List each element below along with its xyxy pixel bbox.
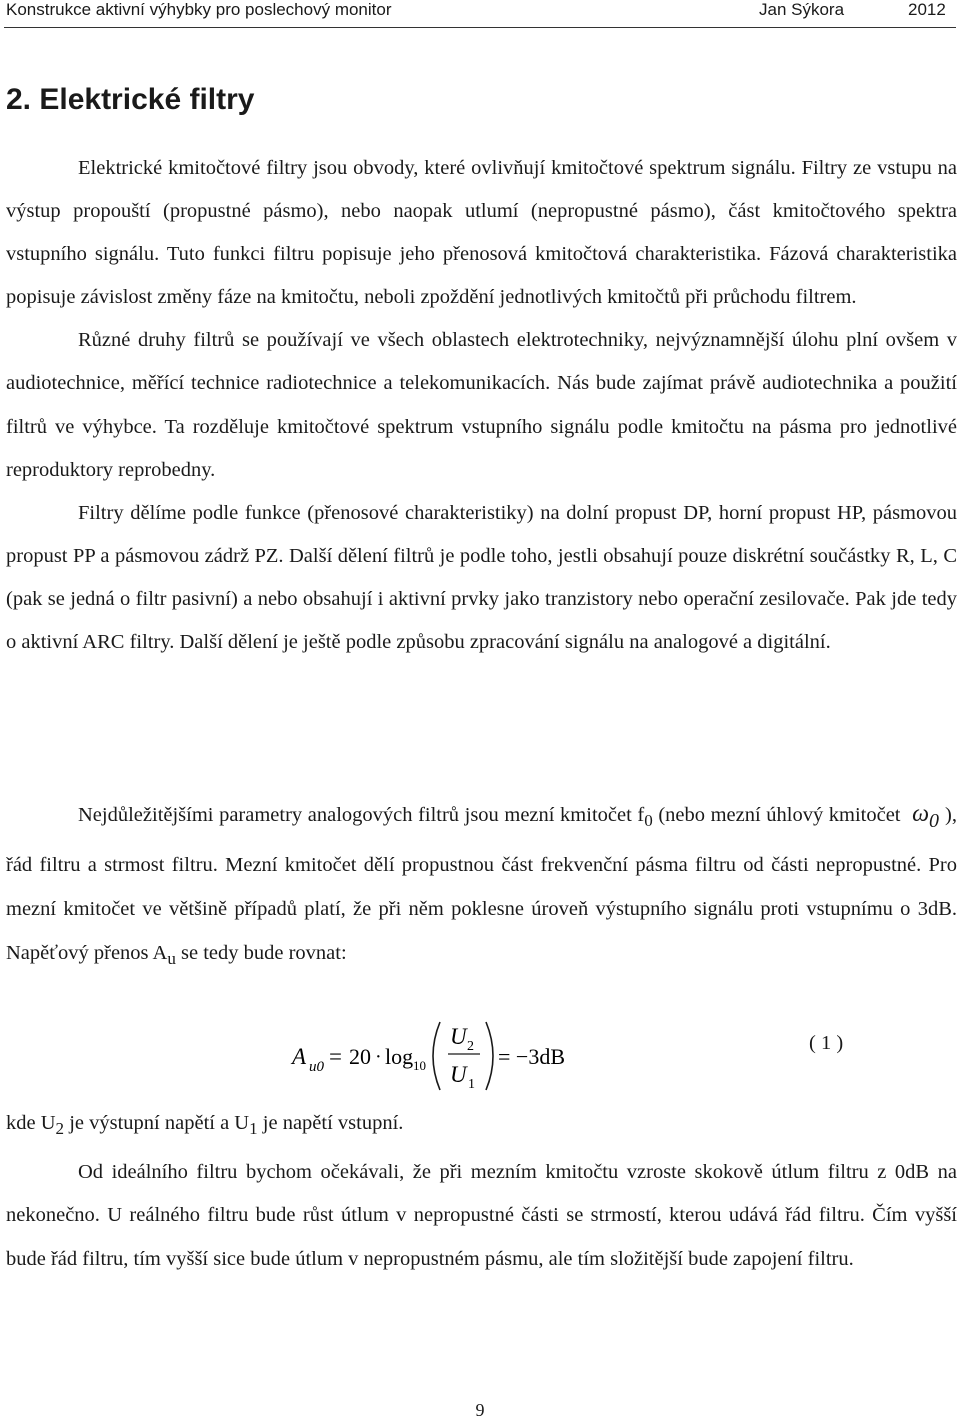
eq-log-base: 10 — [413, 1058, 426, 1073]
eq-A: A — [292, 1044, 307, 1069]
text-block-3 — [6, 1102, 957, 1281]
eq-numerator: U — [450, 1024, 467, 1049]
omega-symbol: $\omega_0$ — [912, 801, 940, 832]
eq-equals: = — [329, 1044, 342, 1069]
equation-1 — [0, 1016, 960, 1096]
paragraph-6: Od ideálního filtru bychom očekávali, že při mezním kmitočtu vzroste skokově útlum filtru z 0dB na nekonečno. U reálného filtru bude růst útlum v nepropustné části se strmostí, kterou udává řád filtru. Čím vyšší bude řád filtru, tím vyšší sice bude útlum v nepropustném pásmu, ale tím složitější bude zapojení filtru. — [6, 1160, 957, 1270]
page-header — [0, 0, 960, 26]
paragraph-4: Nejdůležitějšími parametry analogových filtrů jsou mezní kmitočet $f_0$ (nebo mezní úhlový kmitočet $\omega_0$ ), řád filtru a strmost filtru. Mezní kmitočet dělí propustnou část frekvenční pásma filtru od části nepropustné. Pro mezní kmitočet ve většině případů platí, že při něm poklesne úroveň výstupního signálu proti vstupnímu o 3dB. Napěťový přenos $A_u$ se tedy bude rovnat: — [6, 801, 957, 969]
header-year: 2012 — [908, 0, 946, 19]
header-rule — [4, 27, 956, 28]
eq-rhs: = −3dB — [498, 1044, 565, 1069]
eq-denominator: U — [450, 1062, 467, 1087]
paragraph-1: Elektrické kmitočtové filtry jsou obvody, které ovlivňují kmitočtové spektrum signálu. Filtry ze vstupu na výstup propouští (propustné pásmo), nebo naopak utlumí (nepropustné pásmo), část kmitočtového spektra vstupního signálu. Tuto funkci filtru popisuje jeho přenosová kmitočtová charakteristika. Fázová charakteristika popisuje závislost změny fáze na kmitočtu, neboli zpoždění jednotlivých kmitočtů při průchodu filtrem. — [6, 157, 957, 309]
eq-A-sub: u0 — [309, 1059, 324, 1075]
equation-formula — [286, 1016, 586, 1096]
eq-denominator-sub: 1 — [468, 1077, 475, 1092]
eq-coefficient: 20 — [349, 1044, 371, 1069]
eq-log: log — [385, 1044, 414, 1069]
paragraph-5: kde $U_2$ je výstupní napětí a $U_1$ je napětí vstupní. — [6, 1112, 404, 1139]
text-block-1 — [6, 147, 957, 664]
page-number: 9 — [475, 1400, 485, 1420]
section-heading: 2. Elektrické filtry — [6, 83, 255, 116]
eq-right-paren — [486, 1022, 493, 1090]
paragraph-2: Různé druhy filtrů se používají ve všech oblastech elektrotechniky, nejvýznamnější úlohu plní ovšem v audiotechnice, měřící technice radiotechnice a telekomunikacích. Nás bude zajímat právě audiotechnika a použití filtrů ve výhybce. Ta rozděluje kmitočtové spektrum vstupního signálu podle kmitočtu na pásma pro jednotlivé reproduktory reprobedny. — [6, 329, 957, 481]
header-author: Jan Sýkora — [759, 0, 845, 19]
eq-dot: · — [375, 1046, 382, 1068]
eq-left-paren — [433, 1022, 440, 1090]
equation-number: ( 1 ) — [809, 1032, 844, 1054]
eq-numerator-sub: 2 — [467, 1039, 474, 1054]
header-title: Konstrukce aktivní výhybky pro poslechový monitor — [6, 0, 392, 19]
text-block-2 — [6, 792, 957, 981]
paragraph-3: Filtry dělíme podle funkce (přenosové charakteristiky) na dolní propust DP, horní propust HP, pásmovou propust PP a pásmovou zádrž PZ. Další dělení filtrů je podle toho, jestli obsahují pouze diskrétní součástky R, L, C (pak se jedná o filtr pasivní) a nebo obsahují i aktivní prvky jako tranzistory nebo operační zesilovače. Pak jde tedy o aktivní ARC filtry. Další dělení je ještě podle způsobu zpracování signálu na analogové a digitální. — [6, 501, 957, 654]
